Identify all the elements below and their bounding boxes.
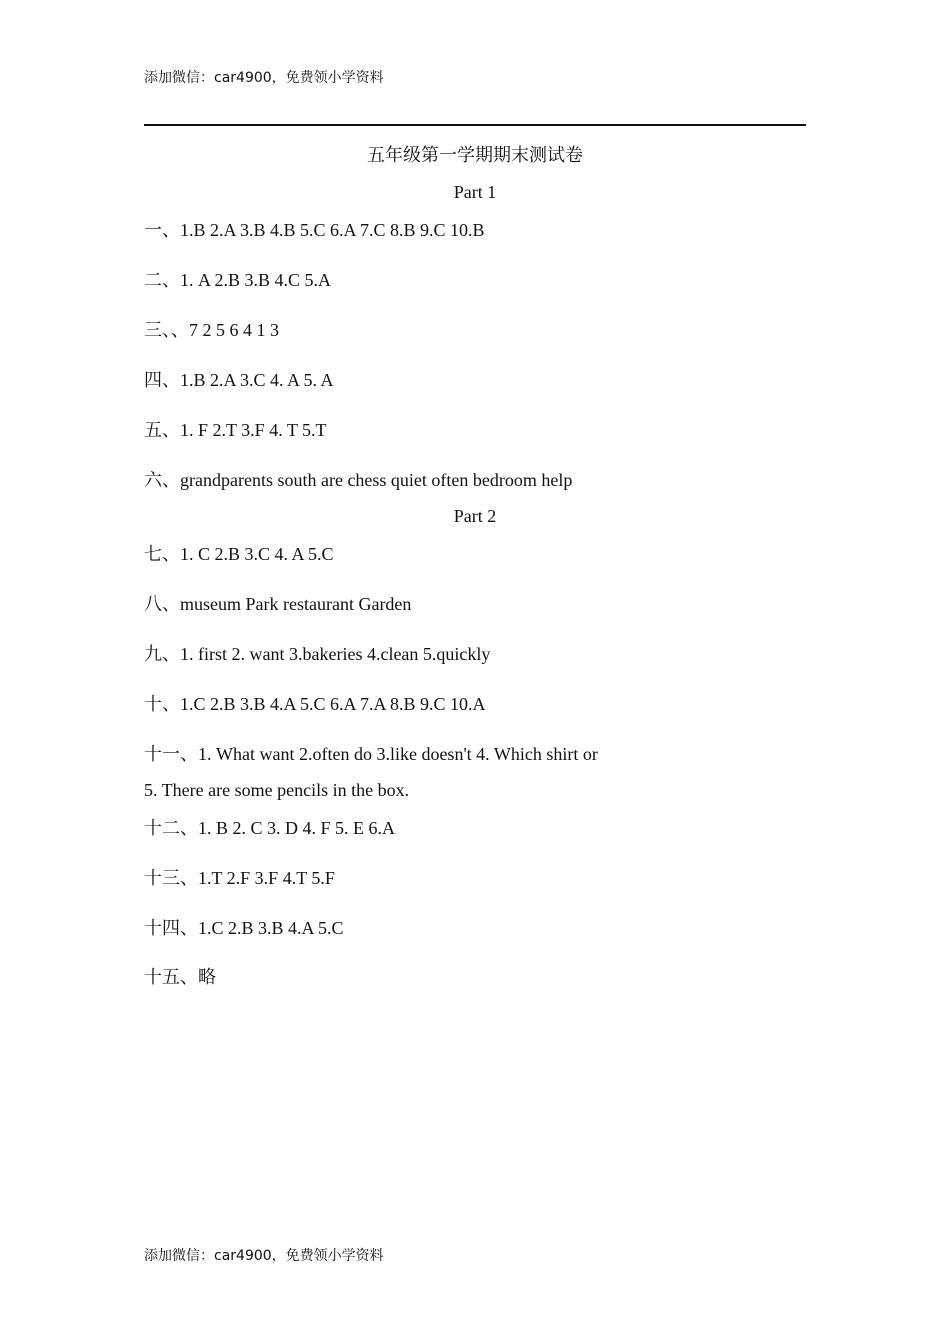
answer-text: museum Park restaurant Garden xyxy=(180,594,412,614)
question-number: 九、 xyxy=(144,644,180,665)
question-number: 十三、 xyxy=(144,868,198,889)
question-number: 八、 xyxy=(144,594,180,615)
answer-text: 1. What want 2.often do 3.like doesn't 4. Which shirt or xyxy=(198,744,598,764)
answer-row-3 xyxy=(144,317,806,344)
header-note: 添加微信：car4900，免费领小学资料 xyxy=(144,70,384,86)
header-divider xyxy=(144,124,806,126)
question-number: 十二、 xyxy=(144,818,198,839)
question-number: 四、 xyxy=(144,370,180,391)
answer-row-12 xyxy=(144,815,806,842)
answer-row-4 xyxy=(144,367,806,394)
answer-row-13 xyxy=(144,865,806,892)
answer-text: 1.C 2.B 3.B 4.A 5.C 6.A 7.A 8.B 9.C 10.A xyxy=(180,694,486,714)
answer-row-15 xyxy=(144,965,806,991)
question-number: 五、 xyxy=(144,420,180,441)
question-number: 十、 xyxy=(144,694,180,715)
answer-text: 1. A 2.B 3.B 4.C 5.A xyxy=(180,270,332,290)
answer-row-5 xyxy=(144,417,806,444)
answer-text: 5. There are some pencils in the box. xyxy=(144,780,410,800)
answer-text: 1.B 2.A 3.B 4.B 5.C 6.A 7.C 8.B 9.C 10.B xyxy=(180,220,485,240)
answer-text: 1. B 2. C 3. D 4. F 5. E 6.A xyxy=(198,818,396,838)
question-number: 三、 xyxy=(144,320,171,341)
page-title: 五年级第一学期期末测试卷 xyxy=(367,145,583,166)
answer-text: 1.C 2.B 3.B 4.A 5.C xyxy=(198,918,344,938)
question-number: 七、 xyxy=(144,544,180,565)
answer-row-6 xyxy=(144,467,806,494)
answer-row-14 xyxy=(144,915,806,942)
answer-row-2 xyxy=(144,267,806,294)
answer-text: grandparents south are chess quiet often bedroom help xyxy=(180,470,573,490)
question-number: 二、 xyxy=(144,270,180,291)
answer-text: 1.T 2.F 3.F 4.T 5.F xyxy=(198,868,335,888)
answer-row-7 xyxy=(144,541,806,568)
question-number: 一、 xyxy=(144,220,180,241)
answer-text: 1. F 2.T 3.F 4. T 5.T xyxy=(180,420,327,440)
answer-row-9 xyxy=(144,641,806,668)
answer-row-8 xyxy=(144,591,806,618)
part-2-label: Part 2 xyxy=(453,506,497,526)
answer-text: 1.B 2.A 3.C 4. A 5. A xyxy=(180,370,334,390)
answer-row-10 xyxy=(144,691,806,718)
answer-text: 、7 2 5 6 4 1 3 xyxy=(171,320,279,340)
answer-text: 1. first 2. want 3.bakeries 4.clean 5.quickly xyxy=(180,644,491,664)
answer-row-11 xyxy=(144,741,806,768)
answer-text: 1. C 2.B 3.C 4. A 5.C xyxy=(180,544,334,564)
footer-note: 添加微信：car4900，免费领小学资料 xyxy=(144,1248,384,1264)
question-number: 十五、 xyxy=(144,967,198,988)
question-number: 十四、 xyxy=(144,918,198,939)
answer-row-1 xyxy=(144,217,806,244)
answer-text: 略 xyxy=(198,967,216,988)
question-number: 六、 xyxy=(144,470,180,491)
answer-row-11-continued xyxy=(144,777,806,804)
part-1-label: Part 1 xyxy=(453,182,497,202)
question-number: 十一、 xyxy=(144,744,198,765)
